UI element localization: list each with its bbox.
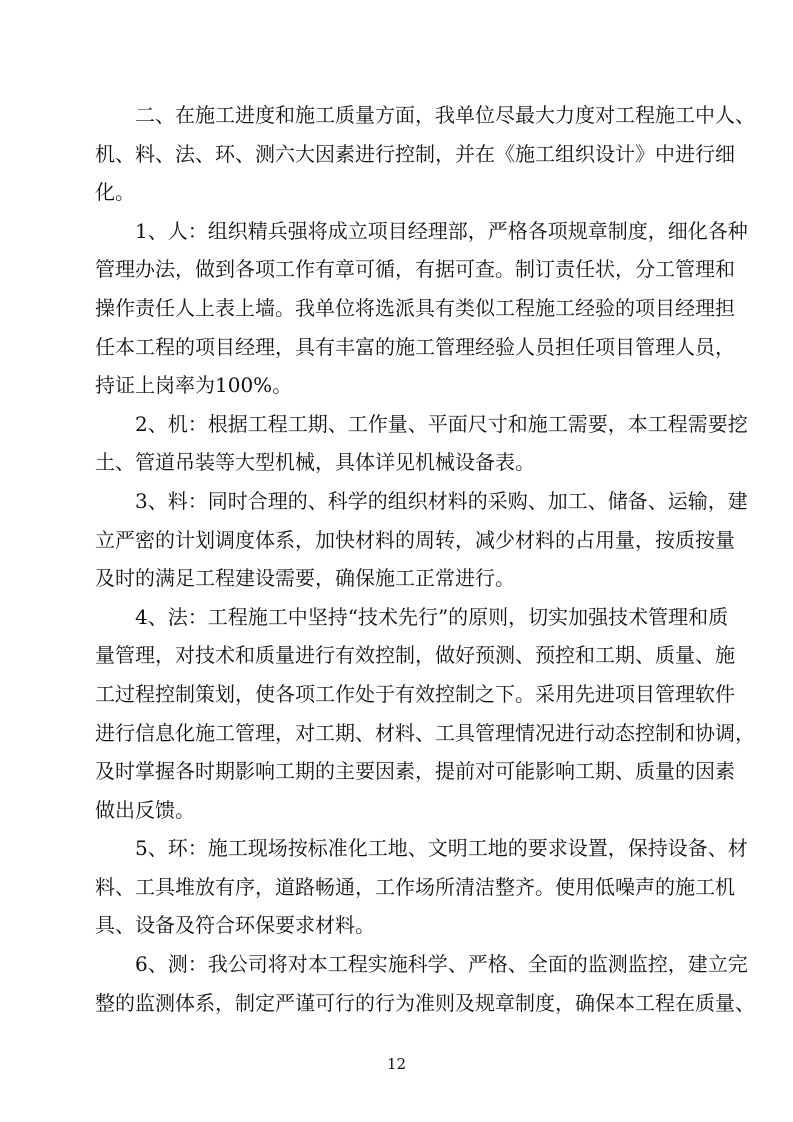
text-line: 整的监测体系，制定严谨可行的行为准则及规章制度，确保本工程在质量、: [95, 990, 755, 1015]
text-line: 量管理，对技术和质量进行有效控制，做好预测、预控和工期、质量、施: [95, 643, 735, 668]
text-line: 进行信息化施工管理，对工期、材料、工具管理情况进行动态控制和协调，: [95, 720, 755, 745]
paragraph: [95, 482, 748, 598]
text-line: 及时掌握各时期影响工期的主要因素，提前对可能影响工期、质量的因素: [95, 759, 735, 784]
text-line: 二、在施工进度和施工质量方面，我单位尽最大力度对工程施工中人、: [135, 103, 755, 127]
text-line: 5、环：施工现场按标准化工地、文明工地的要求设置，保持设备、材: [135, 836, 748, 861]
page-number: 12: [386, 1055, 407, 1073]
paragraph: [95, 212, 748, 405]
text-line: 管理办法，做到各项工作有章可循，有据可查。制订责任状，分工管理和: [95, 257, 735, 282]
text-line: 机、料、法、环、测六大因素进行控制，并在《施工组织设计》中进行细: [95, 141, 735, 166]
text-line: 1、人：组织精兵强将成立项目经理部，严格各项规章制度，细化各种: [135, 218, 748, 243]
paragraph: [95, 598, 755, 830]
text-line: 具、设备及符合环保要求材料。: [95, 913, 375, 938]
text-line: 土、管道吊装等大型机械，具体详见机械设备表。: [95, 450, 535, 475]
text-line: 及时的满足工程建设需要，确保施工正常进行。: [95, 566, 515, 591]
text-line: 6、测：我公司将对本工程实施科学、严格、全面的监测监控，建立完: [135, 952, 748, 977]
text-line: 工过程控制策划，使各项工作处于有效控制之下。采用先进项目管理软件: [95, 681, 735, 706]
text-line: 任本工程的项目经理，具有丰富的施工管理经验人员担任项目管理人员，: [95, 334, 735, 359]
text-line: 料、工具堆放有序，道路畅通，工作场所清洁整齐。使用低噪声的施工机: [95, 874, 735, 899]
paragraph: [95, 96, 755, 212]
text-line: 立严密的计划调度体系，加快材料的周转，减少材料的占用量，按质按量: [95, 527, 735, 552]
paragraph: [95, 829, 748, 945]
text-line: 4、法：工程施工中坚持“技术先行”的原则，切实加强技术管理和质: [135, 604, 729, 629]
text-line: 3、料：同时合理的、科学的组织材料的采购、加工、储备、运输，建: [135, 488, 748, 513]
text-line: 持证上岗率为100%。: [95, 373, 293, 398]
document-body: [95, 96, 755, 1022]
text-line: 化。: [95, 180, 135, 205]
text-line: 2、机：根据工程工期、工作量、平面尺寸和施工需要，本工程需要挖: [135, 411, 748, 436]
text-line: 操作责任人上表上墙。我单位将选派具有类似工程施工经验的项目经理担: [95, 295, 735, 320]
text-line: 做出反馈。: [95, 797, 195, 822]
paragraph: [95, 945, 755, 1022]
paragraph: [95, 405, 748, 482]
